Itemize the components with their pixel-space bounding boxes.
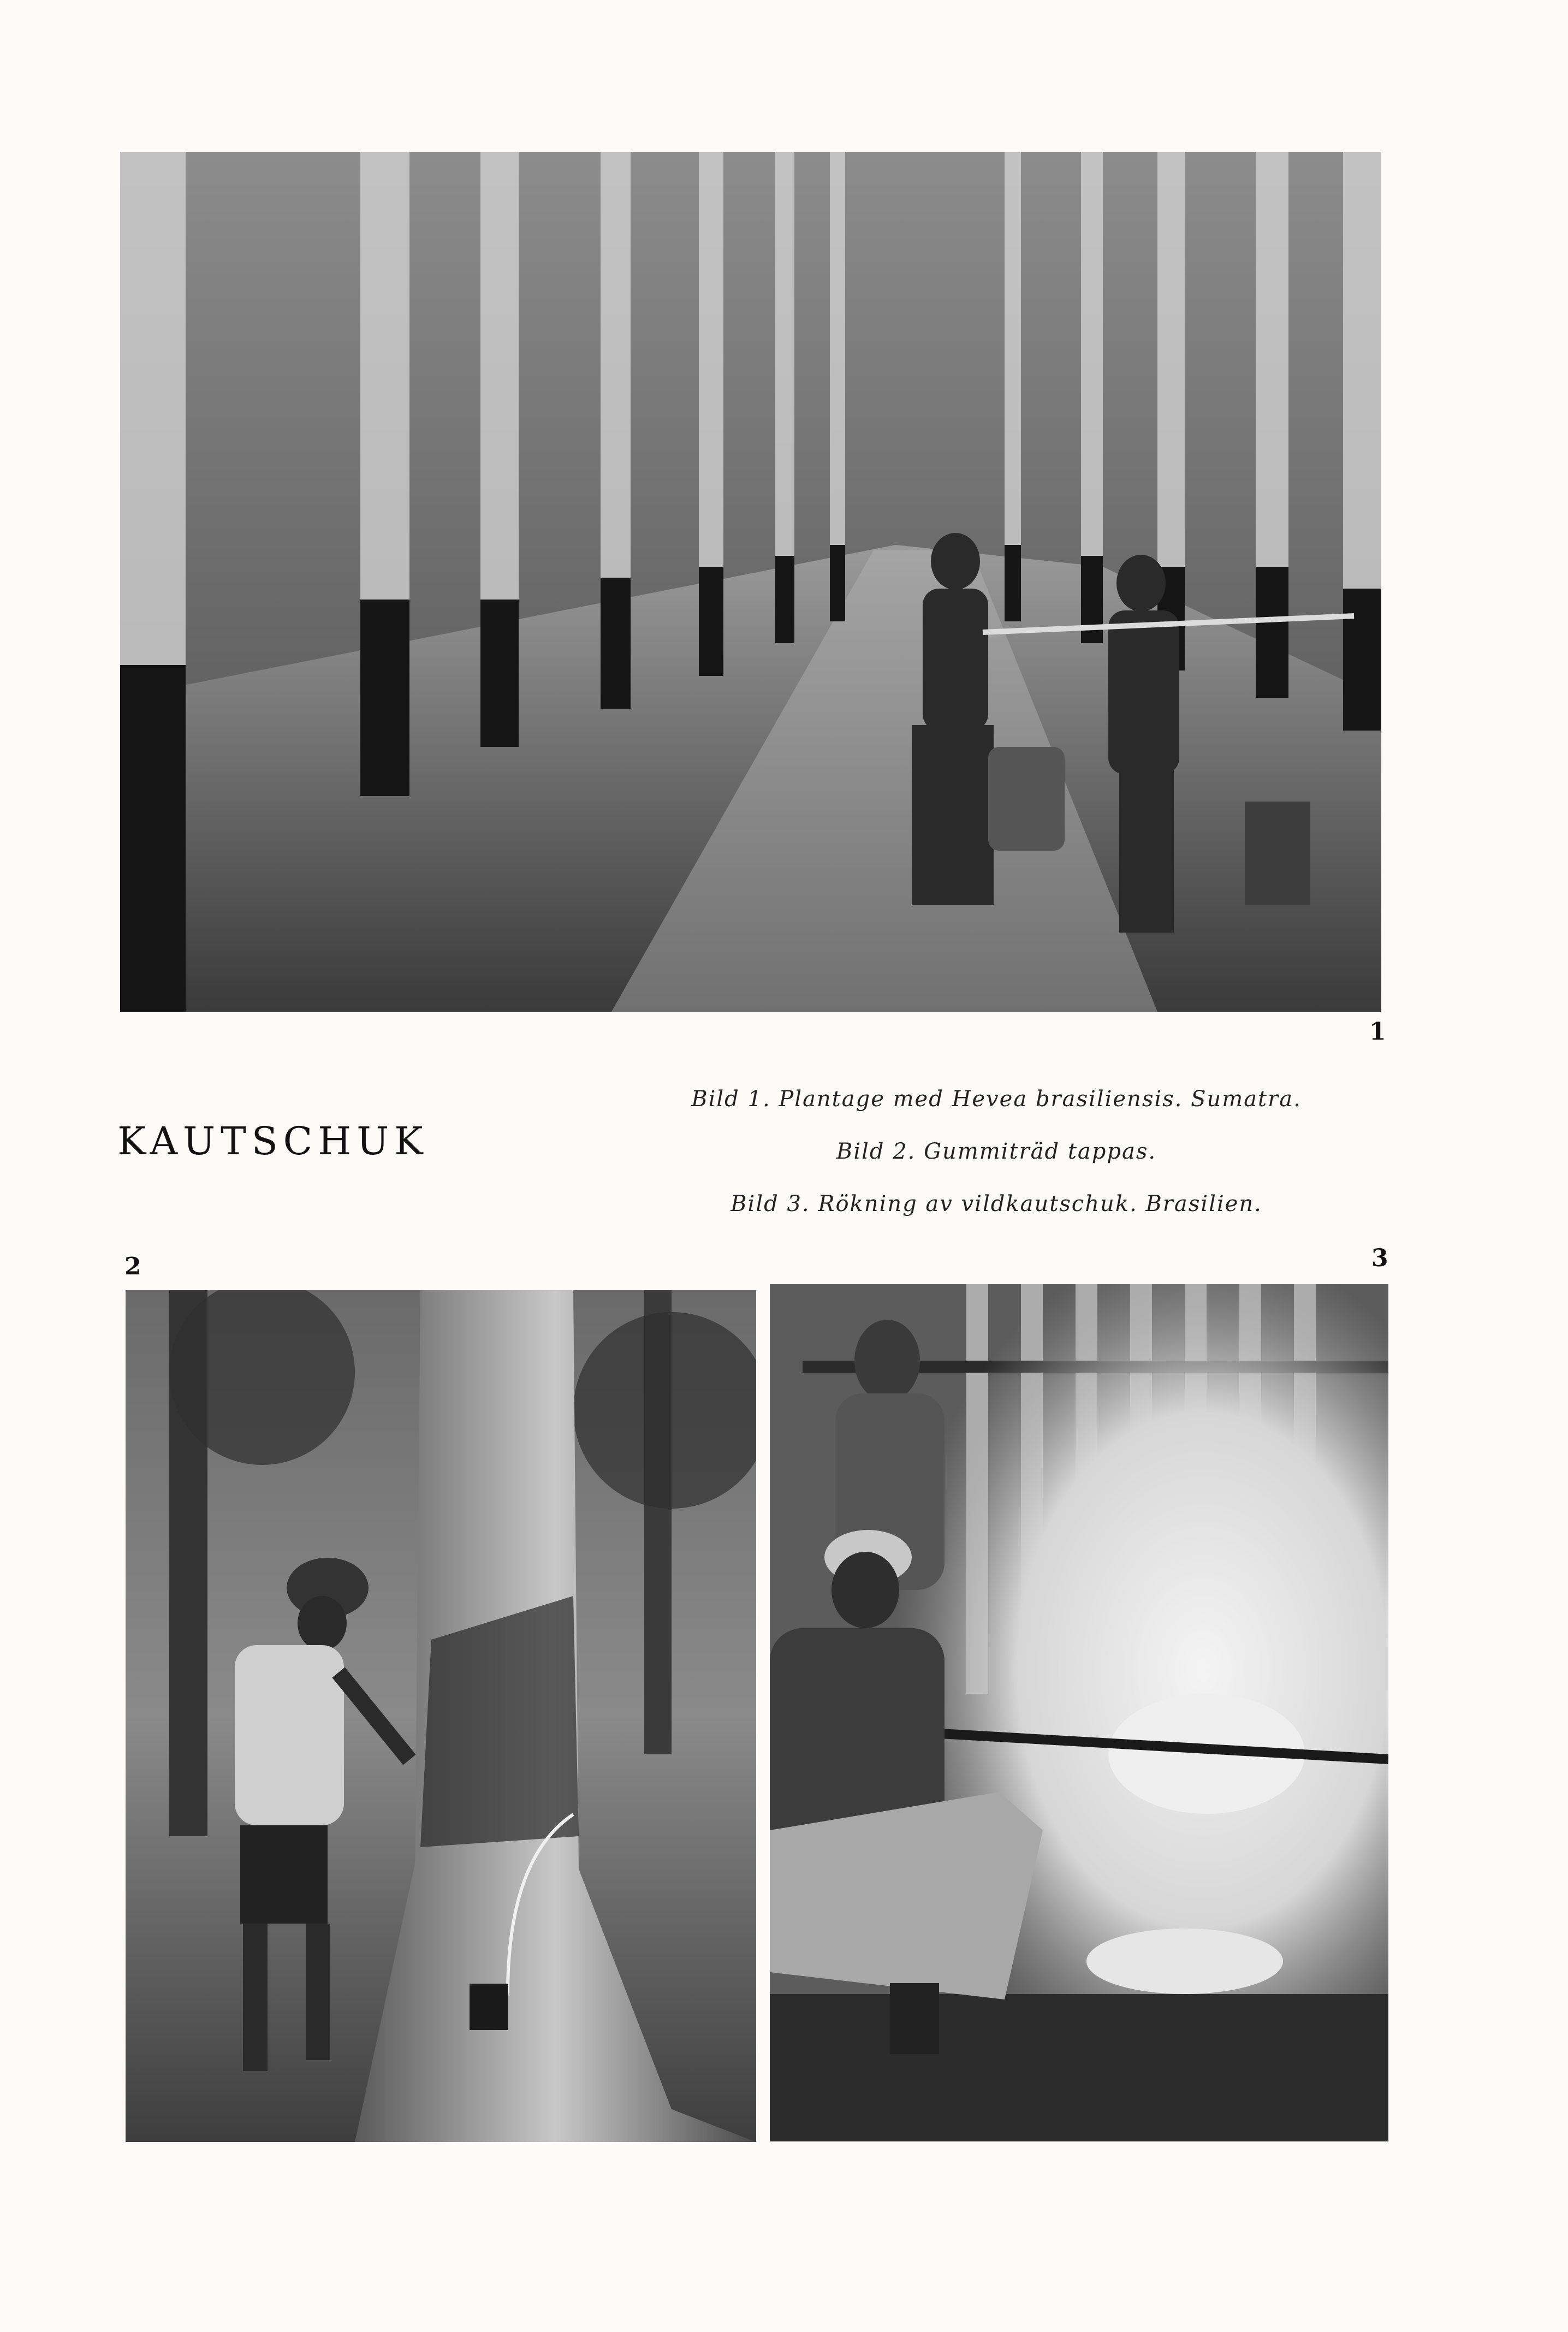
photo-rubber-smoking — [770, 1284, 1388, 2141]
plate-number-3: 3 — [1371, 1244, 1388, 1272]
photo-plantation — [120, 152, 1381, 1012]
photo-tree-tapping — [126, 1290, 756, 2142]
plate-number-1: 1 — [1369, 1018, 1386, 1046]
caption-bild-1: Bild 1. Plantage med Hevea brasiliensis. Sumatra. — [691, 1087, 1302, 1112]
page-title: KAUTSCHUK — [117, 1119, 429, 1164]
caption-bild-3: Bild 3. Rökning av vildkautschuk. Brasilien. — [730, 1191, 1262, 1217]
plate-number-2: 2 — [124, 1253, 141, 1280]
caption-bild-2: Bild 2. Gummiträd tappas. — [836, 1139, 1157, 1164]
caption-block — [633, 1073, 1359, 1230]
